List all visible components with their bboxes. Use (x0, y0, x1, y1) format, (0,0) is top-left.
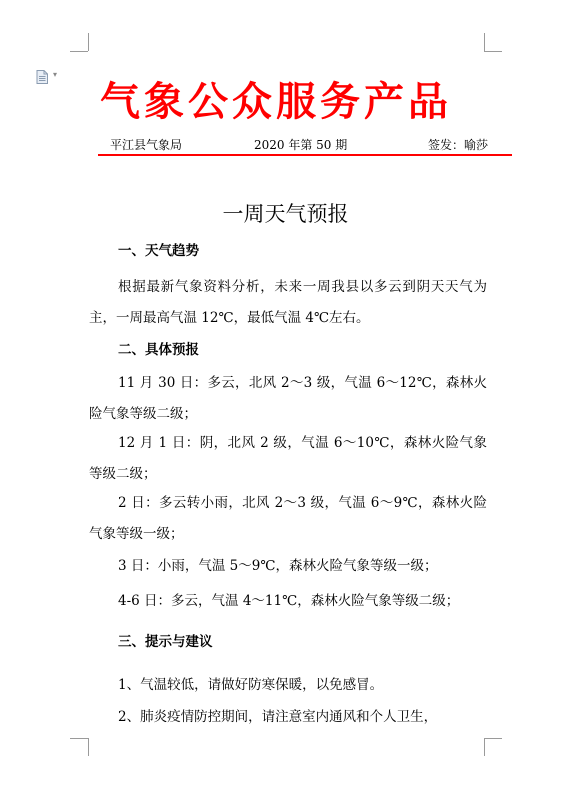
advice-item: 2、肺炎疫情防控期间，请注意室内通风和个人卫生， (118, 709, 438, 725)
section-heading-trend: 一、天气趋势 (118, 243, 199, 259)
crop-mark-top-left (70, 51, 88, 52)
chevron-down-icon[interactable]: ▾ (53, 70, 58, 79)
forecast-day: 3 日：小雨，气温 5～9℃，森林火险气象等级一级； (118, 558, 438, 574)
crop-mark-top-left (88, 33, 89, 51)
forecast-day: 12 月 1 日：阴，北风 2 级，气温 6～10℃，森林火险气象等级二级； (89, 435, 487, 482)
section-heading-forecast: 二、具体预报 (118, 342, 199, 358)
masthead-title: 气象公众服务产品 (100, 79, 452, 125)
document-title: 一周天气预报 (222, 202, 349, 226)
forecast-day: 4-6 日：多云，气温 4～11℃，森林火险气象等级二级； (118, 593, 460, 609)
crop-mark-top-right (484, 51, 502, 52)
crop-mark-bottom-right (484, 738, 502, 739)
crop-mark-bottom-right (484, 738, 485, 756)
crop-mark-top-right (484, 33, 485, 51)
issue-number: 2020 年第 50 期 (254, 138, 348, 152)
trend-paragraph: 根据最新气象资料分析，未来一周我县以多云到阴天天气为主，一周最高气温 12℃，最低气温 4℃左右。 (89, 279, 487, 326)
forecast-day: 11 月 30 日：多云，北风 2～3 级，气温 6～12℃，森林火险气象等级二级； (89, 375, 487, 422)
document-icon[interactable] (36, 70, 48, 84)
crop-mark-bottom-left (88, 738, 89, 756)
advice-item: 1、气温较低，请做好防寒保暖，以免感冒。 (118, 677, 384, 693)
issuer-label: 平江县气象局 (110, 138, 183, 152)
forecast-day: 2 日：多云转小雨，北风 2～3 级，气温 6～9℃，森林火险气象等级一级； (89, 495, 487, 542)
crop-mark-bottom-left (70, 738, 88, 739)
signer-label: 签发：喻莎 (428, 138, 489, 152)
masthead-divider (98, 154, 512, 156)
section-heading-advice: 三、提示与建议 (118, 634, 213, 650)
